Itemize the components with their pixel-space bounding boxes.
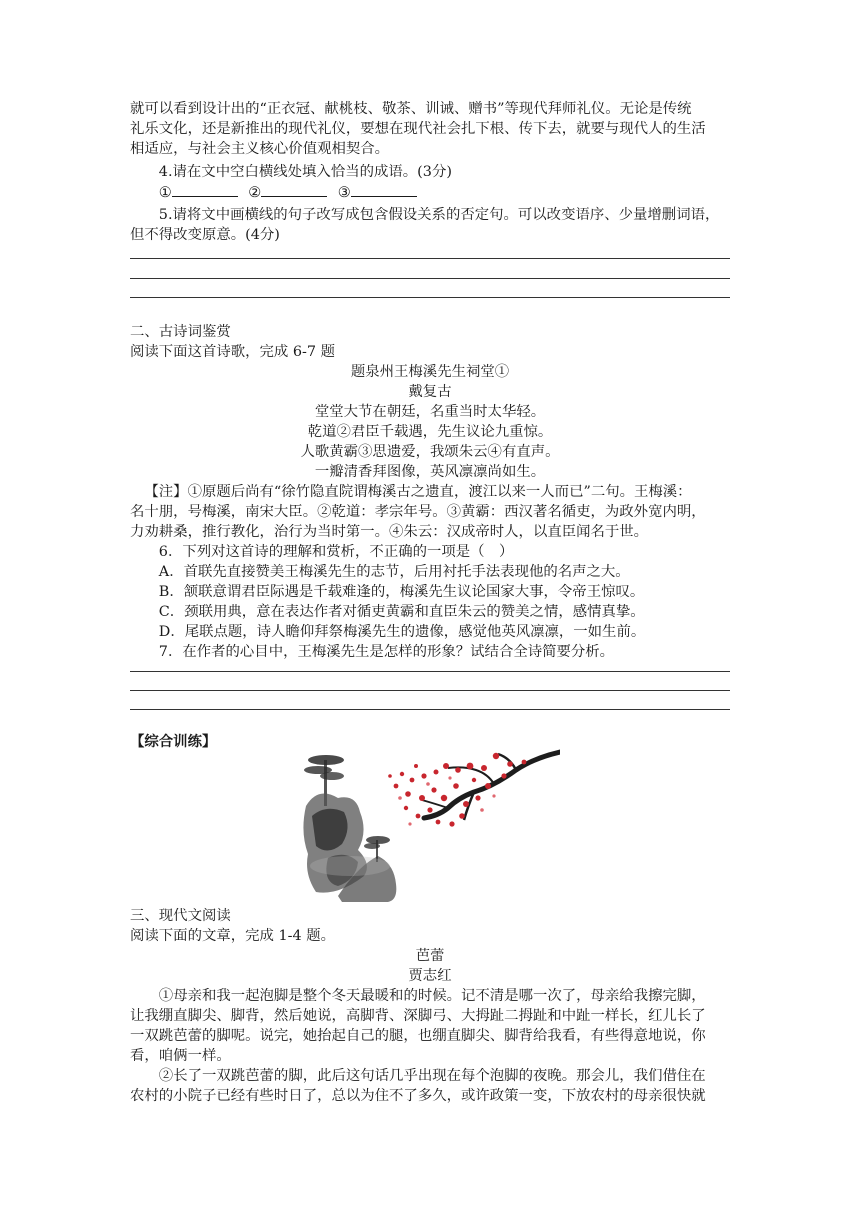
poem-note: 名十朋，号梅溪，南宋大臣。②乾道：孝宗年号。③黄霸：西汉著名循吏，为政外宽内明， — [130, 504, 706, 520]
question-5 — [130, 205, 730, 245]
answer-line[interactable] — [130, 671, 730, 672]
landscape-plum-icon — [298, 746, 560, 902]
answer-blank-1[interactable] — [172, 182, 238, 197]
blank-label-1: ① — [158, 185, 172, 201]
answer-line[interactable] — [130, 690, 730, 691]
intro-line: 相适应，与社会主义核心价值观相契合。 — [130, 141, 390, 157]
answer-line[interactable] — [130, 278, 730, 279]
answer-blank-2[interactable] — [261, 182, 327, 197]
option-d[interactable]: D．尾联点题，诗人瞻仰拜祭梅溪先生的遗像，感觉他英风凛凛，一如生前。 — [158, 624, 646, 640]
answer-blank-3[interactable] — [351, 182, 417, 197]
question-5-text: 5.请将文中画横线的句子改写成包含假设关系的否定句。可以改变语序、少量增删词语， — [158, 207, 720, 223]
poem-line: 一瓣清香拜图像，英风凛凛尚如生。 — [314, 464, 546, 480]
blank-label-2: ② — [248, 185, 262, 201]
article-title: 芭蕾 — [415, 948, 445, 964]
modern-reading-section — [130, 906, 730, 1106]
question-4 — [130, 162, 730, 203]
question-4-text: 4.请在文中空白横线处填入恰当的成语。(3分) — [158, 164, 452, 180]
intro-line: 礼乐文化，还是新推出的现代礼仪，要想在现代社会扎下根、传下去，就要与现代人的生活 — [130, 121, 706, 137]
training-heading: 【综合训练】 — [130, 733, 217, 750]
ink-painting-illustration — [298, 746, 560, 902]
option-c[interactable]: C．颈联用典，意在表达作者对循吏黄霸和直臣朱云的赞美之情，感情真挚。 — [158, 604, 645, 620]
paragraph-2-line: ②长了一双跳芭蕾的脚，此后这句话几乎出现在每个泡脚的夜晚。那会儿，我们借住在 — [158, 1068, 706, 1084]
paragraph-2-line: 农村的小院子已经有些时日了，总以为住不了多久，或许政策一变，下放农村的母亲很快就 — [130, 1088, 706, 1104]
poem-note: 【注】①原题后尚有“徐竹隐直院谓梅溪古之遗直，渡江以来一人而已”二句。王梅溪： — [144, 484, 692, 500]
intro-paragraph — [130, 99, 730, 159]
question-6: 6．下列对这首诗的理解和赏析，不正确的一项是（ ） — [158, 544, 514, 560]
blank-label-3: ③ — [337, 185, 351, 201]
poem-author: 戴复古 — [408, 384, 452, 400]
paragraph-1-line: 一双跳芭蕾的脚呢。说完，她抬起自己的腿，也绷直脚尖、脚背给我看，有些得意地说，你 — [130, 1028, 706, 1044]
option-b[interactable]: B．颔联意谓君臣际遇是千载难逢的，梅溪先生议论国家大事，令帝王惊叹。 — [158, 584, 645, 600]
section-heading: 二、古诗词鉴赏 — [130, 324, 231, 340]
poetry-section — [130, 322, 730, 662]
option-a[interactable]: A．首联先直接赞美王梅溪先生的志节，后用衬托手法表现他的名声之大。 — [158, 564, 630, 580]
answer-line[interactable] — [130, 709, 730, 710]
paragraph-1-line: 看，咱俩一样。 — [130, 1048, 231, 1064]
intro-line: 就可以看到设计出的“正衣冠、献桃枝、敬茶、训诫、赠书”等现代拜师礼仪。无论是传统 — [130, 101, 692, 117]
section-instruction: 阅读下面的文章，完成 1-4 题。 — [130, 928, 336, 944]
section-heading: 三、现代文阅读 — [130, 908, 231, 924]
answer-line[interactable] — [130, 297, 730, 298]
paragraph-1-line: 让我绷直脚尖、脚背，然后她说，高脚背、深脚弓、大拇趾二拇趾和中趾一样长，红儿长了 — [130, 1008, 706, 1024]
poem-line: 人歌黄霸③思遗爱，我颂朱云④有直声。 — [300, 444, 560, 460]
article-author: 贾志红 — [408, 968, 452, 984]
question-7: 7．在作者的心目中，王梅溪先生是怎样的形象？试结合全诗简要分析。 — [158, 644, 615, 660]
question-4-blanks — [130, 182, 730, 203]
poem-note: 力劝耕桑，推行教化，治行为当时第一。④朱云：汉成帝时人，以直臣闻名于世。 — [130, 524, 649, 540]
answer-line[interactable] — [130, 258, 730, 259]
paragraph-1-line: ①母亲和我一起泡脚是整个冬天最暖和的时候。记不清是哪一次了，母亲给我擦完脚， — [158, 988, 706, 1004]
poem-line: 乾道②君臣千载遇，先生议论九重惊。 — [307, 424, 553, 440]
poem-title: 题泉州王梅溪先生祠堂① — [350, 364, 510, 380]
question-5-text-cont: 但不得改变原意。(4分) — [130, 227, 280, 243]
section-instruction: 阅读下面这首诗歌，完成 6-7 题 — [130, 344, 336, 360]
poem-line: 堂堂大节在朝廷，名重当时太华轻。 — [314, 404, 546, 420]
